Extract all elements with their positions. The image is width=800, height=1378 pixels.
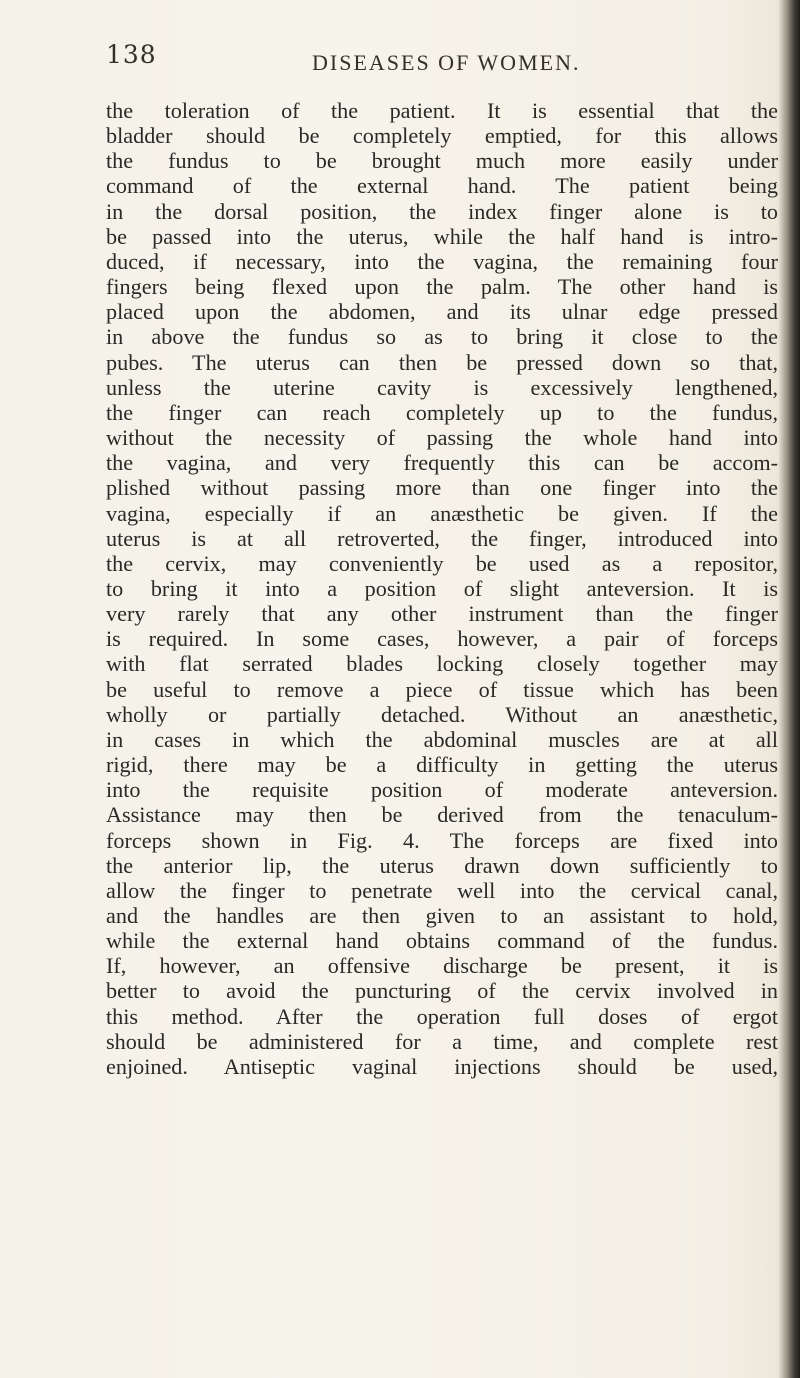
running-title: DISEASES OF WOMEN.: [312, 50, 581, 75]
text-line: in the dorsal position, the index finger alone is to: [106, 198, 778, 224]
text-line: allow the finger to penetrate well into the cervical canal,: [106, 877, 778, 903]
text-line: and the handles are then given to an assistant to hold,: [106, 903, 778, 928]
text-line: the vagina, and very frequently this can be accom-: [106, 450, 778, 476]
text-line: is required. In some cases, however, a pair of forceps: [106, 626, 778, 652]
text-line: be useful to remove a piece of tissue which has been: [106, 676, 778, 702]
text-line: fingers being flexed upon the palm. The other hand is: [106, 274, 778, 300]
text-line: the cervix, may conveniently be used as a repositor,: [106, 550, 778, 576]
text-line: uterus is at all retroverted, the finger, introduced into: [106, 525, 778, 551]
text-line: the finger can reach completely up to the fundus,: [106, 399, 778, 425]
text-line: to bring it into a position of slight anteversion. It is: [106, 575, 778, 601]
text-line: very rarely that any other instrument than the finger: [106, 601, 778, 627]
text-line: placed upon the abdomen, and its ulnar edge pressed: [106, 299, 778, 325]
text-line: better to avoid the puncturing of the cervix involved in: [106, 978, 778, 1004]
page-number: 138: [106, 40, 157, 69]
text-line: rigid, there may be a difficulty in getting the uterus: [106, 752, 778, 778]
text-line: enjoined. Antiseptic vaginal injections should be used,: [106, 1053, 778, 1079]
text-line: command of the external hand. The patient being: [106, 173, 778, 199]
text-line: the anterior lip, the uterus drawn down sufficiently to: [106, 852, 778, 878]
text-line: unless the uterine cavity is excessively lengthened,: [106, 374, 778, 400]
running-head: [106, 40, 706, 80]
text-line: bladder should be completely emptied, for this allows: [106, 123, 778, 149]
page-edge-shadow: [778, 0, 800, 1378]
text-line: in above the fundus so as to bring it close to the: [106, 324, 778, 350]
text-line: forceps shown in Fig. 4. The forceps are fixed into: [106, 827, 778, 853]
text-line: with flat serrated blades locking closely together may: [106, 651, 778, 677]
text-line: plished without passing more than one finger into the: [106, 475, 778, 501]
text-line: pubes. The uterus can then be pressed down so that,: [106, 349, 778, 375]
text-line: this method. After the operation full doses of ergot: [106, 1003, 778, 1029]
text-line: be passed into the uterus, while the half hand is intro-: [106, 223, 778, 249]
body-text: [106, 98, 778, 1079]
text-line: Assistance may then be derived from the tenaculum-: [106, 802, 778, 828]
text-line: should be administered for a time, and complete rest: [106, 1028, 778, 1054]
text-line: in cases in which the abdominal muscles are at all: [106, 726, 778, 752]
text-line: vagina, especially if an anæsthetic be given. If the: [106, 500, 778, 526]
text-line: wholly or partially detached. Without an anæsthetic,: [106, 701, 778, 727]
text-line: the fundus to be brought much more easily under: [106, 148, 778, 174]
text-line: duced, if necessary, into the vagina, the remaining four: [106, 248, 778, 274]
text-line: while the external hand obtains command of the fundus.: [106, 928, 778, 954]
text-line: the toleration of the patient. It is essential that the: [106, 98, 778, 123]
text-line: If, however, an offensive discharge be present, it is: [106, 953, 778, 979]
text-line: into the requisite position of moderate anteversion.: [106, 777, 778, 803]
text-line: without the necessity of passing the whole hand into: [106, 425, 778, 451]
